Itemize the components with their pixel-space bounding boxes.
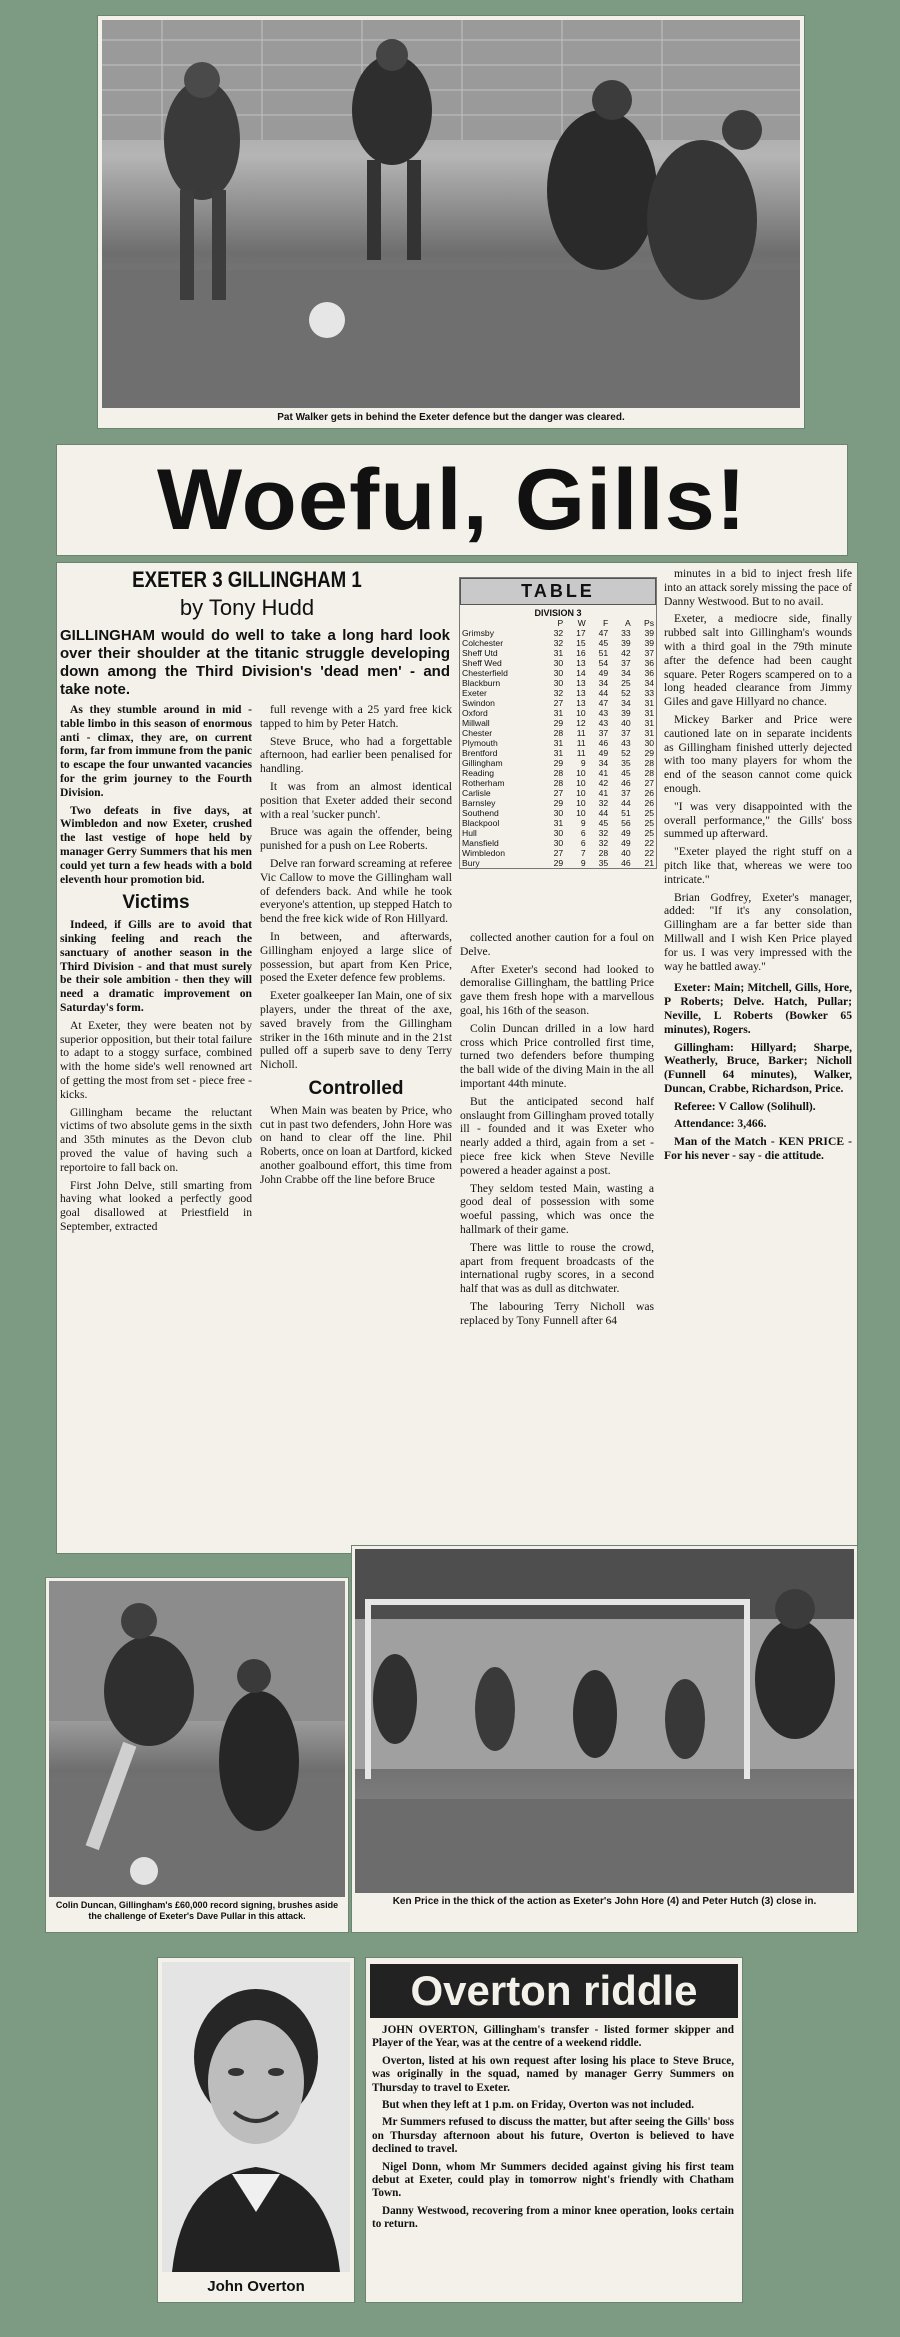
league-stat-cell: 26 [644,788,654,798]
league-stat-cell: 10 [576,808,586,818]
league-stat-cell: 10 [576,768,586,778]
league-stat-cell: 32 [598,838,609,848]
league-stat-cell: 31 [553,648,564,658]
league-stat-cell: 41 [598,768,609,778]
table-row [460,678,656,688]
league-header-cell: W [577,618,586,628]
league-stat-cell: 26 [644,798,654,808]
league-stat-cell: 30 [553,808,564,818]
paragraph: But the anticipated second half onslaught from Gillingham proved totally ill - founded and it was Exeter who nearly added a third, again from a set - piece free kick when Steve Neville powered a header against a post. [460,1094,654,1177]
league-stat-cell: 10 [576,788,586,798]
top-photo [102,20,800,408]
table-row [460,628,656,638]
subhead-victims: Victims [122,892,190,914]
league-stat-cell: 49 [621,838,631,848]
league-stat-cell: 40 [621,848,631,858]
league-stat-cell: 11 [576,738,586,748]
league-team-cell: Oxford [462,708,488,718]
league-stat-cell: 31 [553,708,564,718]
league-team-cell: Southend [462,808,499,818]
league-stat-cell: 12 [576,718,586,728]
league-header-cell: Ps [643,618,654,628]
paragraph: Two defeats in five days, at Wimbledon and now Exeter, crushed the last vestige of hope held by manager Gerry Summers that his men could yet turn a few heads with a bold eleventh hour promotion bid. [60,803,252,886]
league-stat-cell: 22 [644,848,654,858]
paragraph: "I was very disappointed with the overall performance," the Gills' boss summed up afterward. [664,799,852,841]
league-team-cell: Colchester [462,638,504,648]
league-team-cell: Sheff Wed [462,658,502,668]
league-stat-cell: 13 [576,678,586,688]
league-team-cell: Blackpool [462,818,500,828]
man-of-the-match: Man of the Match - KEN PRICE - For his never - say - die attitude. [664,1135,852,1163]
article-column-3 [460,931,654,1332]
league-team-cell: Swindon [462,698,495,708]
league-stat-cell: 29 [553,858,564,868]
league-stat-cell: 14 [576,668,586,678]
league-stat-cell: 37 [644,648,654,658]
table-row [460,848,656,858]
league-stat-cell: 16 [576,648,586,658]
league-stat-cell: 6 [580,838,586,848]
top-photo-clip [98,16,804,428]
league-stat-cell: 29 [553,758,564,768]
paragraph: But when they left at 1 p.m. on Friday, Overton was not included. [382,2099,695,2112]
league-stat-cell: 45 [621,768,631,778]
league-stat-cell: 32 [553,638,564,648]
league-stat-cell: 28 [644,768,654,778]
league-stat-cell: 25 [644,808,654,818]
league-stat-cell: 32 [553,688,564,698]
table-row [460,808,656,818]
league-stat-cell: 39 [621,638,631,648]
league-stat-cell: 25 [644,818,654,828]
league-stat-cell: 41 [598,788,609,798]
table-row [460,698,656,708]
league-team-cell: Grimsby [462,628,494,638]
article-clip [57,563,857,1553]
overton-portrait-clip [158,1958,354,2302]
table-row [460,688,656,698]
league-team-cell: Wimbledon [462,848,505,858]
league-team-cell: Exeter [462,688,487,698]
table-row [460,708,656,718]
paragraph: As they stumble around in mid - table limbo in this season of enormous anti - climax, they are, on current form, far from immune from the panic to escape the four unwanted vacancies for the grim journey to the Fourth Division. [60,703,252,799]
league-stat-cell: 30 [553,668,564,678]
duncan-photo-caption: Colin Duncan, Gillingham's £60,000 record signing, brushes aside the challenge of Exeter's Dave Pullar in this attack. [55,1900,339,1921]
paragraph: Bruce was again the offender, being punished for a push on Lee Roberts. [260,825,452,853]
overton-portrait [162,1962,350,2272]
table-row [460,668,656,678]
duncan-photo-clip [46,1578,348,1932]
league-stat-cell: 27 [553,848,564,858]
paragraph: Nigel Donn, whom Mr Summers decided against giving his first team debut at Exeter, could play in tomorrow night's friendly with Chatham Town. [372,2160,734,2200]
league-stat-cell: 47 [598,628,609,638]
league-stat-cell: 10 [576,708,586,718]
league-stat-cell: 30 [644,738,654,748]
league-team-cell: Carlisle [462,788,491,798]
price-photo [355,1549,854,1893]
league-table-header [460,618,656,628]
headline-clip [57,445,847,555]
league-stat-cell: 47 [598,698,609,708]
league-stat-cell: 49 [598,668,609,678]
league-stat-cell: 42 [598,778,609,788]
paragraph: collected another caution for a foul on Delve. [460,931,654,958]
paragraph: Mickey Barker and Price were cautioned late on in separate incidents as Gillingham finished utterly dejected with too many players for whom the end of the season cannot come quick enough. [664,712,852,795]
league-stat-cell: 31 [553,818,564,828]
league-stat-cell: 11 [576,728,586,738]
league-stat-cell: 44 [598,808,609,818]
league-stat-cell: 46 [621,858,631,868]
table-row [460,788,656,798]
league-team-cell: Plymouth [462,738,498,748]
paragraph: In between, and afterwards, Gillingham enjoyed a large slice of possession, but apart from Ken Price, posed the Exeter defence few problems. [260,929,452,985]
league-stat-cell: 31 [553,738,564,748]
league-stat-cell: 32 [598,798,609,808]
league-stat-cell: 6 [580,828,586,838]
table-row [460,798,656,808]
league-stat-cell: 49 [621,828,631,838]
league-table-title: TABLE [460,578,656,605]
league-stat-cell: 30 [553,838,564,848]
paragraph: After Exeter's second had looked to demoralise Gillingham, the battling Price gave them fresh hope with a marvellous goal, his 16th of the season. [460,962,654,1017]
league-stat-cell: 46 [598,738,609,748]
paragraph: Steve Bruce, who had a forgettable afternoon, had earlier been penalised for handling. [260,734,452,776]
article-byline: by Tony Hudd [179,595,315,620]
article-column-1 [60,703,252,1238]
league-stat-cell: 28 [644,758,654,768]
league-stat-cell: 44 [621,798,631,808]
league-stat-cell: 45 [598,638,609,648]
paragraph: JOHN OVERTON, Gillingham's transfer - listed former skipper and Player of the Year, was at the centre of a weekend riddle. [372,2024,734,2050]
article-column-2 [260,703,452,1191]
league-stat-cell: 49 [598,748,609,758]
league-team-cell: Chesterfield [462,668,508,678]
league-stat-cell: 35 [621,758,631,768]
overton-story-clip [366,1958,742,2302]
league-stat-cell: 39 [621,708,631,718]
league-stat-cell: 30 [553,658,564,668]
league-stat-cell: 10 [576,798,586,808]
league-stat-cell: 56 [621,818,631,828]
price-photo-caption: Ken Price in the thick of the action as Exeter's John Hore (4) and Peter Hutch (3) close in. [392,1896,817,1907]
league-stat-cell: 35 [598,858,609,868]
paragraph: "Exeter played the right stuff on a pitch like that, whereas we were too intricate." [664,845,852,886]
team-gillingham: Gillingham: Hillyard; Sharpe, Weatherly, Bruce, Barker; Nicholl (Funnell 64 minutes), Walker, Duncan, Crabbe, Richardson, Price. [664,1040,852,1095]
attendance: Attendance: 3,466. [674,1117,767,1131]
paragraph: They seldom tested Main, wasting a good deal of possession with some woeful passing, which was once the hallmark of their game. [460,1181,654,1236]
league-team-cell: Chester [462,728,493,738]
table-row [460,828,656,838]
league-stat-cell: 34 [598,758,609,768]
league-stat-cell: 36 [644,658,654,668]
league-stat-cell: 45 [598,818,609,828]
overton-headline-bar [370,1964,738,2018]
league-team-cell: Brentford [462,748,498,758]
paragraph: Danny Westwood, recovering from a minor knee operation, looks certain to return. [372,2204,734,2231]
league-stat-cell: 30 [553,678,564,688]
article-kicker: EXETER 3 GILLINGHAM 1 [132,567,362,592]
table-row [460,838,656,848]
league-stat-cell: 9 [580,858,586,868]
league-team-cell: Millwall [462,718,490,728]
paragraph: Indeed, if Gills are to avoid that sinking feeling and reach the sanctuary of another season in the Third Division - and that must surely be their sole ambition - then they will need a dramatic improvement on Saturday's form. [60,918,252,1014]
price-photo-clip [352,1546,857,1932]
league-stat-cell: 27 [553,698,564,708]
article-intro: GILLINGHAM would do well to take a long hard look over their shoulder at the titanic struggle developing down among the Third Division's 'dead men' - and take note. [60,627,450,698]
league-stat-cell: 51 [621,808,631,818]
league-stat-cell: 28 [553,728,564,738]
subhead-controlled: Controlled [308,1077,404,1099]
paragraph: Delve ran forward screaming at referee Vic Callow to move the Gillingham wall of defenders back. And while he took everyone's attention, up stepped Hatch to bend the free kick wide of Ron Hillyard. [260,856,452,926]
top-photo-caption: Pat Walker gets in behind the Exeter defence but the danger was cleared. [277,412,625,423]
league-stat-cell: 31 [644,698,654,708]
league-team-cell: Gillingham [462,758,503,768]
league-stat-cell: 27 [644,778,654,788]
table-row [460,648,656,658]
league-stat-cell: 43 [621,738,631,748]
league-team-cell: Rotherham [462,778,505,788]
league-stat-cell: 10 [576,778,586,788]
table-row [460,858,656,868]
league-stat-cell: 44 [598,688,609,698]
league-stat-cell: 46 [621,778,631,788]
league-stat-cell: 43 [598,718,609,728]
league-header-cell: A [624,618,631,628]
paragraph: Gillingham became the reluctant victims of two absolute gems in the sixth and 35th minutes as the Devon club proved the value of having such a reportoire to fall back on. [60,1105,252,1174]
league-stat-cell: 28 [553,768,564,778]
league-team-cell: Reading [462,768,495,778]
table-row [460,658,656,668]
league-table [460,618,656,868]
paragraph: full revenge with a 25 yard free kick tapped to him by Peter Hatch. [260,703,452,730]
league-stat-cell: 37 [621,728,631,738]
league-stat-cell: 34 [644,678,654,688]
table-row [460,638,656,648]
league-stat-cell: 31 [644,708,654,718]
league-team-cell: Hull [462,828,477,838]
overton-story-body [372,2024,734,2236]
league-stat-cell: 13 [576,658,586,668]
league-table-box [459,577,657,869]
league-stat-cell: 54 [598,658,609,668]
duncan-photo [49,1581,345,1897]
paragraph: When Main was beaten by Price, who cut in past two defenders, John Hore was on hand to clear off the line. Phil Roberts, once on loan at Dartford, kicked another goalbound effort, this time from John Crabbe off the line before Bruce [260,1103,452,1186]
league-stat-cell: 42 [621,648,631,658]
league-team-cell: Bury [462,858,480,868]
league-stat-cell: 25 [621,678,631,688]
duncan-action-image [49,1581,345,1897]
league-header-cell [460,618,543,628]
overton-portrait-caption: John Overton [207,2278,305,2295]
article-column-4 [664,567,852,1167]
league-stat-cell: 52 [621,688,631,698]
league-stat-cell: 37 [621,788,631,798]
league-stat-cell: 33 [621,628,631,638]
table-row [460,728,656,738]
paragraph: Exeter, a mediocre side, finally rubbed salt into Gillingham's wounds with a third goal in the 79th minute after the defence had been caught square. Peter Rogers scampered on to a long headed clearance from Jimmy Giles and gave Hillyard no chance. [664,612,852,709]
main-headline: Woeful, Gills! [157,452,747,548]
league-team-cell: Sheff Utd [462,648,498,658]
league-team-cell: Blackburn [462,678,501,688]
league-stat-cell: 32 [553,628,564,638]
table-row [460,768,656,778]
paragraph: Overton, listed at his own request after losing his place to Steve Bruce, was originally in the squad, named by manager Gerry Summers on Thursday to travel to Exeter. [372,2054,734,2094]
table-row [460,738,656,748]
league-stat-cell: 30 [553,828,564,838]
league-header-cell: F [602,618,609,628]
overton-headline: Overton riddle [410,1967,698,2014]
table-row [460,778,656,788]
league-stat-cell: 37 [598,728,609,738]
league-stat-cell: 32 [598,828,609,838]
league-stat-cell: 15 [576,638,586,648]
league-stat-cell: 43 [598,708,609,718]
paragraph: Colin Duncan drilled in a low hard cross which Price controlled first time, turned two defenders before thumping the ball wide of the diving Main in the all important 44th minute. [460,1021,654,1090]
league-stat-cell: 29 [553,718,564,728]
league-stat-cell: 33 [644,688,654,698]
league-stat-cell: 39 [644,628,654,638]
paragraph: Exeter goalkeeper Ian Main, one of six players, under the threat of the axe, saved bravely from the Gillingham striker in the 16th minute and in the 21st pulled off a superb save to deny Terry Nicholl. [260,989,452,1072]
overton-portrait-image [162,1962,350,2272]
league-stat-cell: 13 [576,688,586,698]
league-stat-cell: 7 [580,848,586,858]
paragraph: Mr Summers refused to discuss the matter, but after seeing the Gills' boss on Thursday afternoon about his future, Overton is believed to have declined to travel. [372,2116,734,2156]
league-stat-cell: 36 [644,668,654,678]
referee: Referee: V Callow (Solihull). [674,1099,816,1113]
league-stat-cell: 29 [644,748,654,758]
paragraph: It was from an almost identical position that Exeter added their second with a real 'sucker punch'. [260,779,452,821]
table-row [460,748,656,758]
league-stat-cell: 28 [598,848,609,858]
league-stat-cell: 9 [580,758,586,768]
paragraph: Brian Godfrey, Exeter's manager, added: "If it's any consolation, Gillingham are a far better side than Millwall and I wish Ken Price played for us. I was very impressed with the way he battled away." [664,890,852,973]
league-stat-cell: 9 [580,818,586,828]
league-stat-cell: 51 [598,648,609,658]
league-stat-cell: 37 [621,658,631,668]
league-stat-cell: 34 [621,668,631,678]
team-exeter: Exeter: Main; Mitchell, Gills, Hore, P Roberts; Delve. Hatch, Pullar; Neville, L Roberts (Bowker 65 minutes), Rogers. [664,981,852,1036]
league-team-cell: Mansfield [462,838,499,848]
league-stat-cell: 31 [644,728,654,738]
football-action-image [102,20,800,408]
table-row [460,758,656,768]
league-stat-cell: 52 [621,748,631,758]
price-action-image [355,1549,854,1893]
league-stat-cell: 22 [644,838,654,848]
league-stat-cell: 29 [553,798,564,808]
league-stat-cell: 40 [621,718,631,728]
league-stat-cell: 21 [644,858,654,868]
league-team-cell: Barnsley [462,798,496,808]
league-division-title: DIVISION 3 [534,608,582,618]
league-stat-cell: 31 [553,748,564,758]
league-stat-cell: 34 [598,678,609,688]
table-row [460,818,656,828]
league-stat-cell: 34 [621,698,631,708]
paragraph: There was little to rouse the crowd, apart from frequent broadcasts of the international rugby scores, in a second half that was as dull as ditchwater. [460,1240,654,1296]
league-stat-cell: 17 [576,628,586,638]
league-stat-cell: 39 [644,638,654,648]
paragraph: First John Delve, still smarting from having what looked a perfectly good goal disallowed at Priestfield in September, extracted [60,1178,252,1233]
league-stat-cell: 13 [576,698,586,708]
league-stat-cell: 25 [644,828,654,838]
paragraph: At Exeter, they were beaten not by superior opposition, but their total failure to adapt to a stoggy surface, combined with the home side's well renowned art of getting the most from set - piece free - kicks. [60,1018,252,1101]
league-stat-cell: 27 [553,788,564,798]
league-header-cell: P [557,618,564,628]
paragraph: minutes in a bid to inject fresh life into an attack sorely missing the pace of Danny Westwood. But to no avail. [664,567,852,608]
league-stat-cell: 11 [576,748,586,758]
league-stat-cell: 31 [644,718,654,728]
league-stat-cell: 28 [553,778,564,788]
paragraph: The labouring Terry Nicholl was replaced by Tony Funnell after 64 [460,1299,654,1327]
table-row [460,718,656,728]
